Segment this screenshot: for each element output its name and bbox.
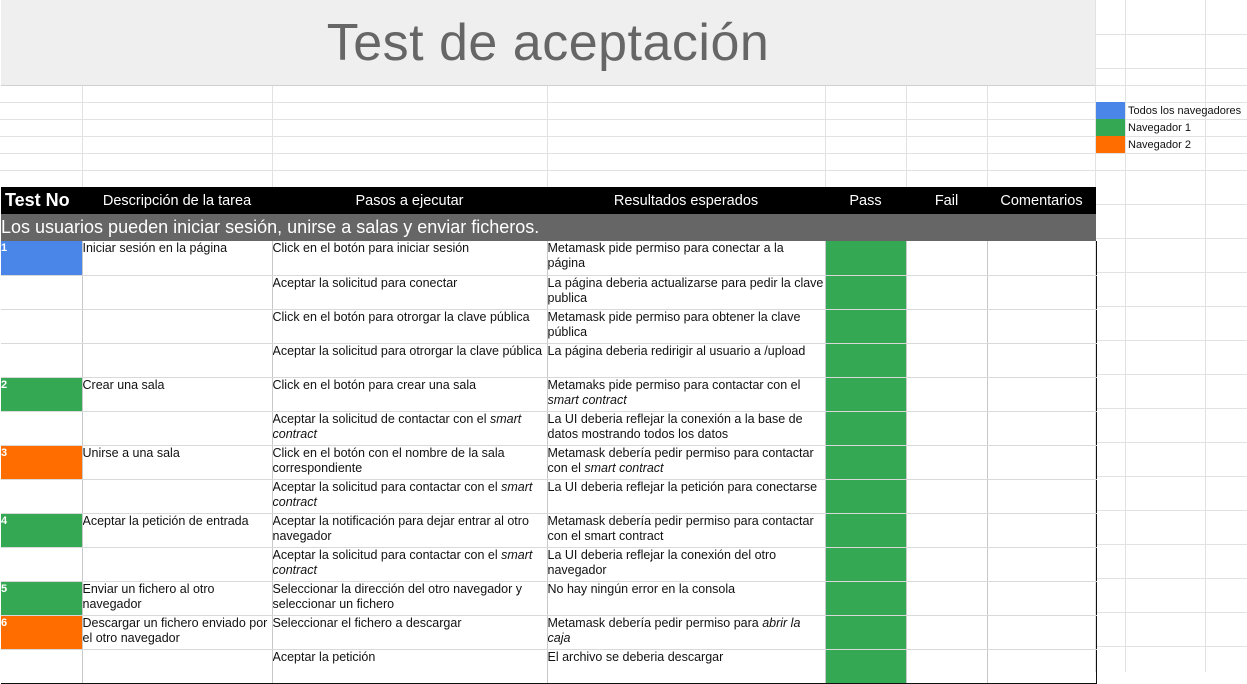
table-row — [1, 615, 1096, 649]
step-cell[interactable]: Seleccionar la dirección del otro navegador y seleccionar un fichero — [272, 581, 547, 615]
step-cell[interactable]: Aceptar la solicitud para contactar con el smart contract — [272, 547, 547, 581]
header-descripcion[interactable]: Descripción de la tarea — [82, 187, 272, 214]
task-description-cell[interactable]: Unirse a una sala — [82, 445, 272, 479]
test-no-cell[interactable] — [1, 411, 82, 445]
test-no-cell[interactable]: 5 — [1, 581, 82, 615]
fail-cell[interactable] — [906, 581, 987, 615]
expected-result-cell[interactable]: Metamask debería pedir permiso para abrir la caja — [547, 615, 825, 649]
test-no-cell[interactable] — [1, 649, 82, 683]
task-description-cell[interactable] — [82, 547, 272, 581]
expected-result-cell[interactable]: Metamask pide permiso para obtener la clave pública — [547, 309, 825, 343]
legend-item — [1096, 102, 1247, 119]
test-no-cell[interactable] — [1, 479, 82, 513]
sheet-title: Test de aceptación — [1, 0, 1095, 86]
task-description-cell[interactable] — [82, 309, 272, 343]
fail-cell[interactable] — [906, 445, 987, 479]
comments-cell[interactable] — [987, 377, 1096, 411]
table-row — [1, 479, 1096, 513]
step-cell[interactable]: Click en el botón para crear una sala — [272, 377, 547, 411]
step-cell[interactable]: Click en el botón para iniciar sesión — [272, 241, 547, 275]
header-pass[interactable]: Pass — [825, 187, 906, 214]
header-test-no[interactable]: Test No — [1, 187, 82, 214]
comments-cell[interactable] — [987, 241, 1096, 275]
fail-cell[interactable] — [906, 275, 987, 309]
comments-cell[interactable] — [987, 581, 1096, 615]
comments-cell[interactable] — [987, 309, 1096, 343]
test-no-cell[interactable] — [1, 547, 82, 581]
step-cell[interactable]: Aceptar la solicitud para conectar — [272, 275, 547, 309]
pass-cell[interactable] — [825, 275, 906, 309]
section-title[interactable]: Los usuarios pueden iniciar sesión, unirse a salas y enviar ficheros. — [1, 214, 1096, 241]
task-description-cell[interactable] — [82, 479, 272, 513]
step-cell[interactable]: Aceptar la solicitud de contactar con el smart contract — [272, 411, 547, 445]
task-description-cell[interactable]: Descargar un fichero enviado por el otro navegador — [82, 615, 272, 649]
fail-cell[interactable] — [906, 479, 987, 513]
legend-label: Todos los navegadores — [1128, 104, 1242, 117]
table-row — [1, 513, 1096, 547]
fail-cell[interactable] — [906, 343, 987, 377]
pass-cell[interactable] — [825, 479, 906, 513]
table-row — [1, 411, 1096, 445]
pass-cell[interactable] — [825, 309, 906, 343]
test-no-cell[interactable]: 6 — [1, 615, 82, 649]
expected-result-cell[interactable]: El archivo se deberia descargar — [547, 649, 825, 683]
test-no-cell[interactable]: 3 — [1, 445, 82, 479]
pass-cell[interactable] — [825, 343, 906, 377]
pass-cell[interactable] — [825, 581, 906, 615]
fail-cell[interactable] — [906, 377, 987, 411]
table-row — [1, 275, 1096, 309]
step-cell[interactable]: Aceptar la solicitud para otrorgar la clave pública — [272, 343, 547, 377]
fail-cell[interactable] — [906, 241, 987, 275]
comments-cell[interactable] — [987, 615, 1096, 649]
pass-cell[interactable] — [825, 513, 906, 547]
comments-cell[interactable] — [987, 445, 1096, 479]
header-row — [1, 187, 1096, 214]
table-row — [1, 649, 1096, 683]
task-description-cell[interactable]: Enviar un fichero al otro navegador — [82, 581, 272, 615]
pass-cell[interactable] — [825, 377, 906, 411]
comments-cell[interactable] — [987, 411, 1096, 445]
header-fail[interactable]: Fail — [906, 187, 987, 214]
expected-result-cell[interactable]: La UI deberia reflejar la conexión a la base de datos mostrando todos los datos — [547, 411, 825, 445]
acceptance-test-table — [1, 187, 1097, 684]
legend-label: Navegador 1 — [1128, 121, 1191, 134]
comments-cell[interactable] — [987, 513, 1096, 547]
comments-cell[interactable] — [987, 275, 1096, 309]
legend-item — [1096, 136, 1247, 153]
expected-result-cell[interactable]: La UI deberia reflejar la petición para conectarse — [547, 479, 825, 513]
step-cell[interactable]: Seleccionar el fichero a descargar — [272, 615, 547, 649]
fail-cell[interactable] — [906, 513, 987, 547]
legend-swatch-blue — [1096, 102, 1125, 119]
task-description-cell[interactable] — [82, 275, 272, 309]
expected-result-cell[interactable]: La UI deberia reflejar la conexión del otro navegador — [547, 547, 825, 581]
fail-cell[interactable] — [906, 309, 987, 343]
step-cell[interactable]: Aceptar la solicitud para contactar con el smart contract — [272, 479, 547, 513]
legend-swatch-green — [1096, 119, 1125, 136]
fail-cell[interactable] — [906, 547, 987, 581]
legend-item — [1096, 119, 1247, 136]
table-row — [1, 309, 1096, 343]
comments-cell[interactable] — [987, 547, 1096, 581]
step-cell[interactable]: Click en el botón para otrorgar la clave pública — [272, 309, 547, 343]
test-no-cell[interactable]: 1 — [1, 241, 82, 275]
comments-cell[interactable] — [987, 649, 1096, 683]
table-row — [1, 241, 1096, 275]
section-row — [1, 214, 1096, 241]
task-description-cell[interactable]: Iniciar sesión en la página — [82, 241, 272, 275]
step-cell[interactable]: Aceptar la notificación para dejar entrar al otro navegador — [272, 513, 547, 547]
comments-cell[interactable] — [987, 343, 1096, 377]
task-description-cell[interactable] — [82, 411, 272, 445]
table-row — [1, 445, 1096, 479]
expected-result-cell[interactable]: Metamask pide permiso para conectar a la página — [547, 241, 825, 275]
pass-cell[interactable] — [825, 241, 906, 275]
task-description-cell[interactable] — [82, 649, 272, 683]
test-no-cell[interactable]: 4 — [1, 513, 82, 547]
table-row — [1, 547, 1096, 581]
fail-cell[interactable] — [906, 649, 987, 683]
fail-cell[interactable] — [906, 411, 987, 445]
pass-cell[interactable] — [825, 649, 906, 683]
header-resultados[interactable]: Resultados esperados — [547, 187, 825, 214]
expected-result-cell[interactable]: La página deberia actualizarse para pedir la clave publica — [547, 275, 825, 309]
pass-cell[interactable] — [825, 411, 906, 445]
step-cell[interactable]: Aceptar la petición — [272, 649, 547, 683]
test-no-cell[interactable] — [1, 275, 82, 309]
table-row — [1, 343, 1096, 377]
pass-cell[interactable] — [825, 547, 906, 581]
expected-result-cell[interactable]: La página deberia redirigir al usuario a /upload — [547, 343, 825, 377]
header-comentarios[interactable]: Comentarios — [987, 187, 1096, 214]
expected-result-cell[interactable]: Metamask debería pedir permiso para contactar con el smart contract — [547, 513, 825, 547]
task-description-cell[interactable]: Aceptar la petición de entrada — [82, 513, 272, 547]
task-description-cell[interactable] — [82, 343, 272, 377]
pass-cell[interactable] — [825, 445, 906, 479]
fail-cell[interactable] — [906, 615, 987, 649]
expected-result-cell[interactable]: Metamask debería pedir permiso para contactar con el smart contract — [547, 445, 825, 479]
header-pasos[interactable]: Pasos a ejecutar — [272, 187, 547, 214]
table-row — [1, 581, 1096, 615]
legend-label: Navegador 2 — [1128, 138, 1191, 151]
comments-cell[interactable] — [987, 479, 1096, 513]
test-no-cell[interactable] — [1, 343, 82, 377]
legend-swatch-orange — [1096, 136, 1125, 153]
task-description-cell[interactable]: Crear una sala — [82, 377, 272, 411]
test-no-cell[interactable]: 2 — [1, 377, 82, 411]
step-cell[interactable]: Click en el botón con el nombre de la sala correspondiente — [272, 445, 547, 479]
pass-cell[interactable] — [825, 615, 906, 649]
expected-result-cell[interactable]: No hay ningún error en la consola — [547, 581, 825, 615]
expected-result-cell[interactable]: Metamaks pide permiso para contactar con el smart contract — [547, 377, 825, 411]
table-row — [1, 377, 1096, 411]
test-no-cell[interactable] — [1, 309, 82, 343]
